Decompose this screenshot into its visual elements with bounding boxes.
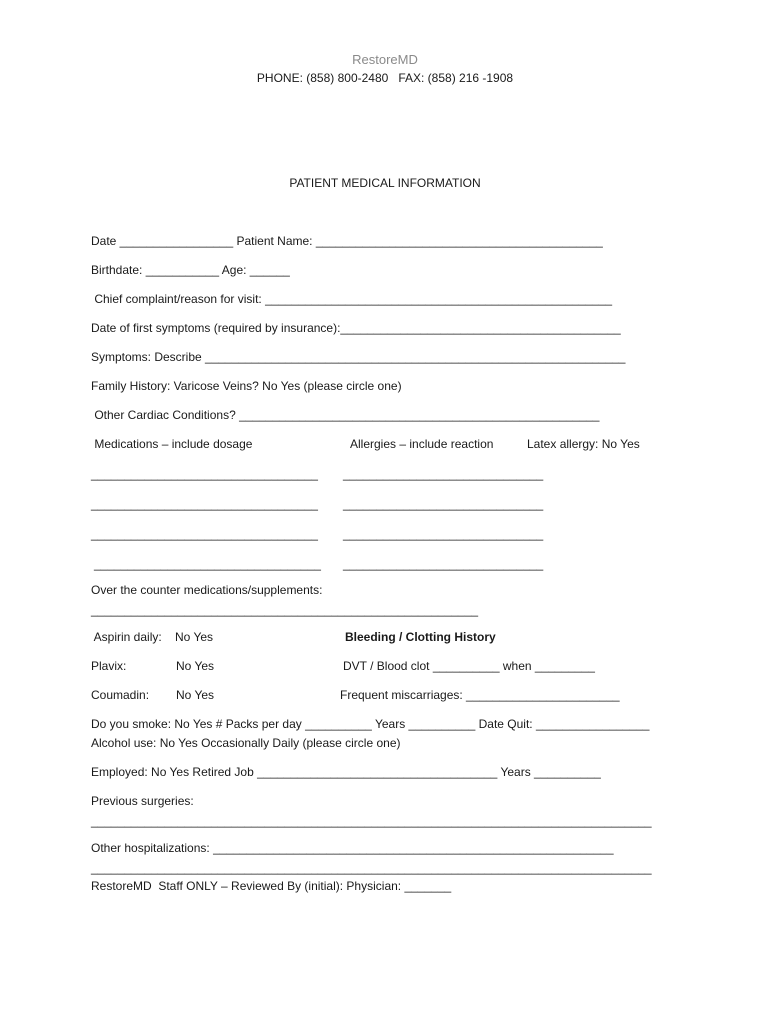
birthdate-age-field[interactable]: Birthdate: ___________ Age: ______ — [91, 263, 290, 277]
surgeries-label: Previous surgeries: — [91, 794, 194, 808]
coumadin-options[interactable]: No Yes — [176, 688, 215, 702]
allergy-line-4[interactable]: ______________________________ — [343, 557, 544, 571]
medications-header: Medications – include dosage — [91, 437, 253, 451]
otc-line[interactable]: __________________________________________________________ — [91, 603, 479, 617]
smoking-field[interactable]: Do you smoke: No Yes # Packs per day __________ Years __________ Date Quit: _________________ — [91, 717, 650, 731]
allergy-line-3[interactable]: ______________________________ — [343, 527, 544, 541]
dvt-field[interactable]: DVT / Blood clot __________ when _________ — [343, 659, 595, 673]
bleeding-heading: Bleeding / Clotting History — [345, 630, 496, 644]
chief-complaint-field[interactable]: Chief complaint/reason for visit: ____________________________________________________ — [91, 292, 613, 306]
allergies-header: Allergies – include reaction — [350, 437, 494, 451]
contact-line: PHONE: (858) 800-2480 FAX: (858) 216 -1908 — [256, 71, 514, 85]
coumadin-label: Coumadin: — [91, 688, 150, 702]
plavix-label: Plavix: — [91, 659, 127, 673]
otc-label: Over the counter medications/supplements: — [91, 583, 323, 597]
symptoms-field[interactable]: Symptoms: Describe _______________________________________________________________ — [91, 350, 626, 364]
family-history-field[interactable]: Family History: Varicose Veins? No Yes (please circle one) — [91, 379, 402, 393]
latex-allergy-field[interactable]: Latex allergy: No Yes — [527, 437, 640, 451]
hospitalizations-field[interactable]: Other hospitalizations: ____________________________________________________________ — [91, 841, 614, 855]
cardiac-conditions-field[interactable]: Other Cardiac Conditions? ______________________________________________________ — [91, 408, 600, 422]
hospitalizations-line[interactable]: ____________________________________________________________________________________ — [91, 861, 652, 875]
allergy-line-2[interactable]: ______________________________ — [343, 497, 544, 511]
aspirin-label: Aspirin daily: — [91, 630, 162, 644]
medication-line-4[interactable]: __________________________________ — [94, 557, 321, 571]
page-title: PATIENT MEDICAL INFORMATION — [289, 176, 481, 190]
medication-line-2[interactable]: __________________________________ — [91, 497, 318, 511]
medication-line-3[interactable]: __________________________________ — [91, 527, 318, 541]
miscarriages-field[interactable]: Frequent miscarriages: _______________________ — [340, 688, 620, 702]
date-name-field[interactable]: Date _________________ Patient Name: ___________________________________________ — [91, 234, 603, 248]
plavix-options[interactable]: No Yes — [176, 659, 215, 673]
first-symptoms-field[interactable]: Date of first symptoms (required by insurance):__________________________________________ — [91, 321, 621, 335]
employment-field[interactable]: Employed: No Yes Retired Job ____________________________________ Years __________ — [91, 765, 601, 779]
brand-name: RestoreMD — [352, 52, 418, 67]
allergy-line-1[interactable]: ______________________________ — [343, 467, 544, 481]
medication-line-1[interactable]: __________________________________ — [91, 467, 318, 481]
aspirin-options[interactable]: No Yes — [175, 630, 214, 644]
alcohol-field[interactable]: Alcohol use: No Yes Occasionally Daily (please circle one) — [91, 736, 401, 750]
surgeries-line[interactable]: ____________________________________________________________________________________ — [91, 814, 652, 828]
staff-review-line[interactable]: RestoreMD Staff ONLY – Reviewed By (initial): Physician: _______ — [91, 879, 452, 893]
